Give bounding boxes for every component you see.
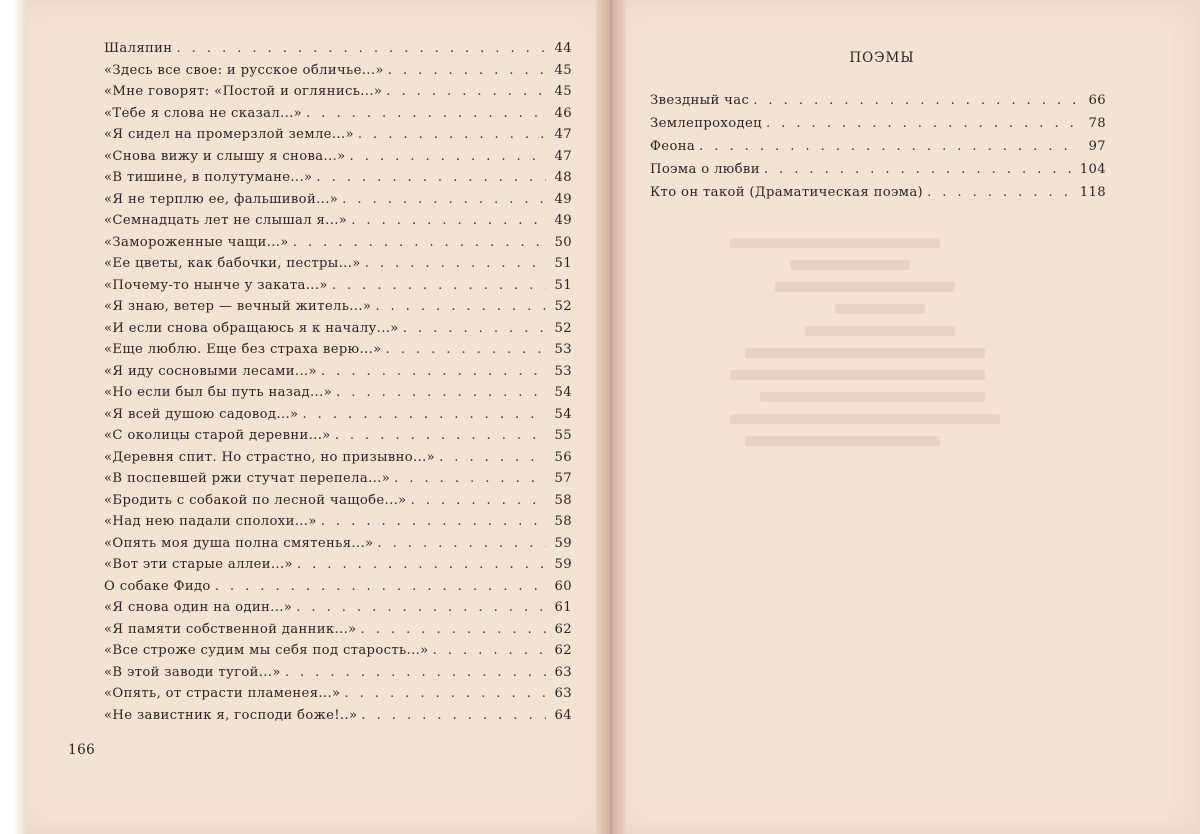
toc-entry-page: 45: [554, 62, 572, 78]
dot-leader: [342, 189, 546, 211]
toc-entry: [104, 554, 572, 576]
toc-entry-title: Феона: [650, 139, 696, 154]
toc-entry-page: 56: [554, 449, 572, 465]
toc-entry-title: «Я сидел на промерзлой земле...»: [104, 127, 354, 142]
left-table-of-contents: [104, 38, 572, 726]
dot-leader: [766, 112, 1080, 135]
toc-entry-page: 55: [554, 428, 572, 443]
toc-entry: [104, 404, 572, 426]
dot-leader: [411, 490, 546, 512]
toc-entry: [104, 124, 572, 146]
toc-entry-title: «Я не терплю ее, фальшивой...»: [104, 191, 339, 207]
dot-leader: [375, 296, 546, 318]
toc-entry-title: Землепроходец: [650, 116, 762, 131]
toc-entry: [104, 103, 572, 125]
toc-entry: [104, 511, 572, 533]
toc-entry-page: 118: [1079, 185, 1106, 200]
toc-entry-page: 78: [1088, 116, 1106, 131]
toc-entry-page: 59: [554, 557, 572, 572]
dot-leader: [293, 232, 546, 254]
toc-entry: [104, 318, 572, 340]
toc-entry-title: Шаляпин: [104, 41, 173, 56]
toc-entry-page: 54: [554, 406, 572, 422]
toc-entry-title: «Замороженные чащи...»: [104, 234, 289, 250]
dot-leader: [302, 404, 546, 426]
dot-leader: [344, 683, 546, 705]
toc-entry-title: «Опять моя душа полна смятенья...»: [104, 535, 374, 551]
dot-leader: [176, 38, 546, 60]
dot-leader: [403, 318, 546, 340]
section-title: ПОЭМЫ: [849, 50, 915, 66]
toc-entry-title: «Опять, от страсти пламенея...»: [104, 686, 341, 701]
dot-leader: [296, 597, 546, 619]
dot-leader: [439, 447, 546, 469]
toc-entry: [104, 296, 572, 318]
toc-entry-title: «Бродить с собакой по лесной чащобе...»: [104, 492, 407, 508]
toc-entry: [650, 89, 1106, 112]
toc-entry: [104, 189, 572, 211]
dot-leader: [365, 253, 546, 275]
dot-leader: [321, 511, 546, 533]
toc-entry-title: «Все строже судим мы себя под старость...»: [104, 643, 429, 658]
toc-entry-page: 63: [554, 664, 572, 680]
toc-entry-page: 44: [554, 41, 572, 56]
dot-leader: [361, 705, 546, 727]
toc-entry: [104, 425, 572, 447]
toc-entry-title: «Не завистник я, господи боже!..»: [104, 707, 358, 723]
dot-leader: [377, 533, 546, 555]
toc-entry: [104, 662, 572, 684]
toc-entry-title: «Деревня спит. Но страстно, но призывно...»: [104, 449, 436, 465]
dot-leader: [433, 640, 546, 662]
toc-entry-page: 50: [554, 234, 572, 250]
dot-leader: [361, 619, 546, 641]
toc-entry-title: О собаке Фидо: [104, 578, 211, 594]
dot-leader: [336, 382, 546, 404]
toc-entry: [104, 597, 572, 619]
toc-entry-page: 61: [554, 600, 572, 615]
book-gutter: [596, 0, 626, 834]
toc-entry-page: 51: [554, 256, 572, 271]
toc-entry: [650, 158, 1106, 181]
toc-entry-page: 51: [554, 277, 572, 293]
toc-entry-page: 54: [554, 385, 572, 400]
dot-leader: [321, 361, 546, 383]
toc-entry: [104, 167, 572, 189]
toc-entry-page: 66: [1088, 93, 1106, 108]
toc-entry-page: 52: [554, 299, 572, 314]
toc-entry-page: 47: [554, 148, 572, 164]
toc-entry-page: 45: [554, 84, 572, 99]
toc-entry: [104, 60, 572, 82]
dot-leader: [316, 167, 546, 189]
toc-entry: [104, 81, 572, 103]
dot-leader: [388, 60, 546, 82]
toc-entry-title: «Я знаю, ветер — вечный житель...»: [104, 299, 372, 314]
page-number: 166: [68, 742, 96, 758]
toc-entry: [104, 382, 572, 404]
toc-entry-page: 62: [554, 643, 572, 658]
toc-entry-page: 46: [554, 105, 572, 121]
toc-entry-title: «И если снова обращаюсь я к началу...»: [104, 320, 399, 336]
toc-entry-page: 62: [554, 621, 572, 637]
toc-entry: [104, 468, 572, 490]
toc-entry: [104, 38, 572, 60]
dot-leader: [753, 89, 1080, 112]
toc-entry-page: 64: [554, 707, 572, 723]
toc-entry-title: «Над нею падали сполохи...»: [104, 514, 317, 529]
toc-entry: [104, 275, 572, 297]
dot-leader: [350, 146, 546, 168]
toc-entry-page: 60: [554, 578, 572, 594]
toc-entry-title: «Я снова один на один...»: [104, 600, 293, 615]
toc-entry-title: «Снова вижу и слышу я снова...»: [104, 148, 346, 164]
toc-entry: [104, 447, 572, 469]
toc-entry-page: 104: [1079, 162, 1106, 177]
toc-entry: [104, 146, 572, 168]
toc-entry-page: 53: [554, 363, 572, 379]
dot-leader: [764, 158, 1076, 181]
toc-entry-title: «Я памяти собственной данник...»: [104, 621, 357, 637]
toc-entry-title: «Ее цветы, как бабочки, пестры...»: [104, 256, 361, 271]
toc-entry: [650, 135, 1106, 158]
toc-entry-page: 49: [554, 213, 572, 228]
toc-entry-title: «Я всей душою садовод...»: [104, 406, 299, 422]
dot-leader: [215, 576, 546, 598]
toc-entry: [104, 640, 572, 662]
dot-leader: [394, 468, 546, 490]
toc-entry: [104, 705, 572, 727]
toc-entry-title: «Но если был бы путь назад...»: [104, 385, 333, 400]
toc-entry-page: 59: [554, 535, 572, 551]
toc-entry-title: «С околицы старой деревни...»: [104, 428, 331, 443]
toc-entry-page: 58: [554, 492, 572, 508]
toc-entry: [104, 576, 572, 598]
toc-entry-page: 49: [554, 191, 572, 207]
toc-entry: [104, 683, 572, 705]
toc-entry-title: «Мне говорят: «Постой и оглянись...»: [104, 84, 383, 99]
dot-leader: [297, 554, 546, 576]
toc-entry-page: 63: [554, 686, 572, 701]
show-through-text: [730, 226, 1030, 566]
dot-leader: [358, 124, 546, 146]
dot-leader: [386, 81, 546, 103]
dot-leader: [386, 339, 546, 361]
toc-entry: [104, 210, 572, 232]
dot-leader: [306, 103, 546, 125]
dot-leader: [285, 662, 546, 684]
toc-entry-title: «В тишине, в полутумане...»: [104, 170, 313, 185]
toc-entry: [104, 232, 572, 254]
right-table-of-contents: [650, 89, 1106, 204]
toc-entry-page: 52: [554, 320, 572, 336]
toc-entry-title: Кто он такой (Драматическая поэма): [650, 185, 924, 200]
toc-entry: [650, 181, 1106, 204]
toc-entry-page: 53: [554, 342, 572, 357]
toc-entry: [104, 490, 572, 512]
dot-leader: [335, 425, 546, 447]
dot-leader: [927, 181, 1076, 204]
toc-entry: [650, 112, 1106, 135]
dot-leader: [351, 210, 546, 232]
dot-leader: [699, 135, 1080, 158]
toc-entry-page: 97: [1088, 139, 1106, 154]
toc-entry: [104, 361, 572, 383]
toc-entry-title: «Вот эти старые аллеи...»: [104, 557, 293, 572]
toc-entry-title: «Тебе я слова не сказал...»: [104, 105, 303, 121]
toc-entry-title: «Я иду сосновыми лесами...»: [104, 363, 317, 379]
toc-entry-title: «Еще люблю. Еще без страха верю...»: [104, 342, 382, 357]
toc-entry-page: 57: [554, 471, 572, 486]
toc-entry-title: «Здесь все свое: и русское обличье...»: [104, 62, 384, 78]
toc-entry-title: «Семнадцать лет не слышал я...»: [104, 213, 348, 228]
toc-entry-title: «Почему-то нынче у заката...»: [104, 277, 328, 293]
toc-entry-title: Звездный час: [650, 93, 750, 108]
toc-entry: [104, 339, 572, 361]
toc-entry: [104, 619, 572, 641]
toc-entry-title: «В поспевшей ржи стучат перепела...»: [104, 471, 391, 486]
toc-entry-page: 58: [554, 514, 572, 529]
toc-entry: [104, 253, 572, 275]
page-edge: [12, 0, 26, 834]
toc-entry: [104, 533, 572, 555]
toc-entry-page: 47: [554, 127, 572, 142]
dot-leader: [332, 275, 546, 297]
toc-entry-title: «В этой заводи тугой...»: [104, 664, 281, 680]
toc-entry-title: Поэма о любви: [650, 162, 760, 177]
toc-entry-page: 48: [554, 170, 572, 185]
